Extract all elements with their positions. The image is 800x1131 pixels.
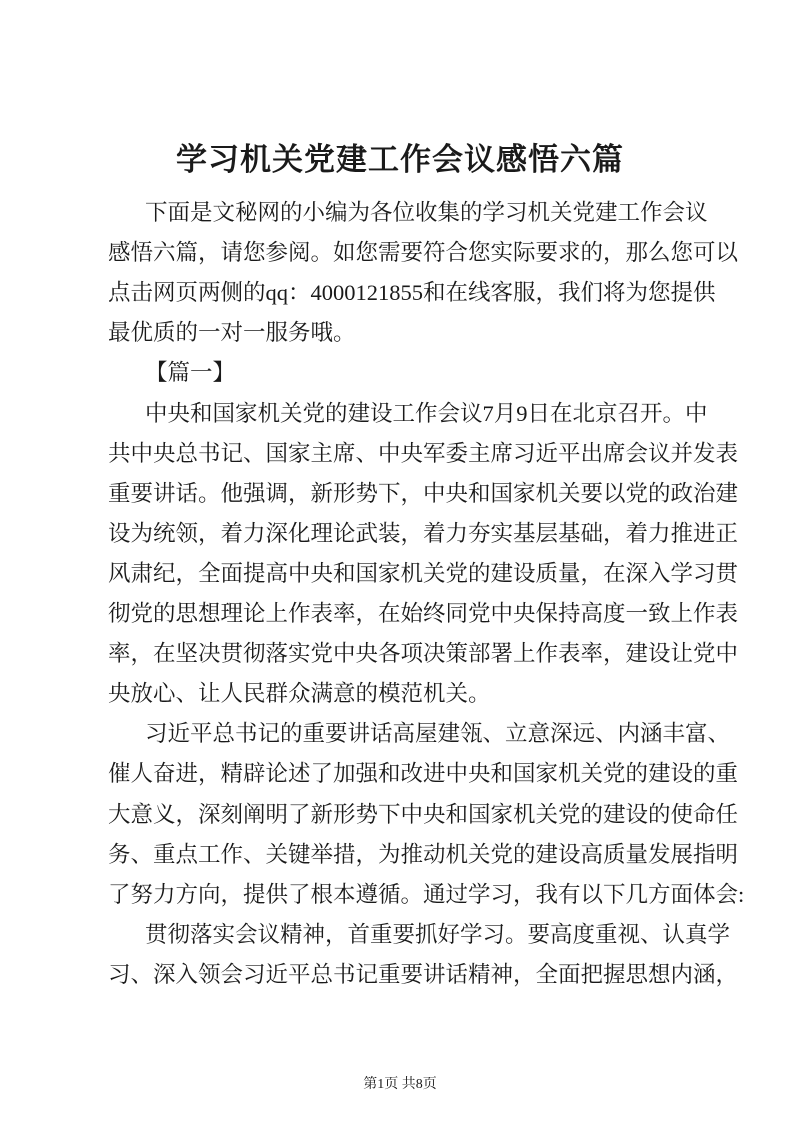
text-line: 催人奋进，精辟论述了加强和改进中央和国家机关党的建设的重 [108, 761, 739, 787]
text-line: 最优质的一对一服务哦。 [108, 320, 356, 346]
text-line: 务、重点工作、关键举措，为推动机关党的建设高质量发展指明 [108, 841, 739, 867]
text-line: 了努力方向，提供了根本遵循。通过学习，我有以下几方面体会: [108, 881, 745, 907]
text-line: 习、深入领会习近平总书记重要讲话精神，全面把握思想内涵， [108, 961, 739, 987]
text-line: 风肃纪，全面提高中央和国家机关党的建设质量，在深入学习贯 [108, 560, 739, 586]
text-line: 习近平总书记的重要讲话高屋建瓴、立意深远、内涵丰富、 [145, 721, 731, 747]
text-line: 设为统领，着力深化理论武装，着力夯实基层基础，着力推进正 [108, 520, 739, 546]
text-line: 央放心、让人民群众满意的模范机关。 [108, 681, 491, 707]
text-line: 重要讲话。他强调，新形势下，中央和国家机关要以党的政治建 [108, 480, 739, 506]
text-line: 率，在坚决贯彻落实党中央各项决策部署上作表率，建设让党中 [108, 641, 739, 667]
document-title: 学习机关党建工作会议感悟六篇 [176, 142, 624, 177]
page-footer: 第1页 共8页 [363, 1077, 437, 1092]
text-line: 点击网页两侧的qq：4000121855和在线客服，我们将为您提供 [108, 280, 716, 306]
text-line: 感悟六篇，请您参阅。如您需要符合您实际要求的，那么您可以 [108, 240, 739, 266]
text-line: 【篇一】 [145, 360, 236, 386]
text-line: 彻党的思想理论上作表率，在始终同党中央保持高度一致上作表 [108, 601, 739, 626]
text-line: 中央和国家机关党的建设工作会议7月9日在北京召开。中 [145, 400, 708, 426]
text-line: 共中央总书记、国家主席、中央军委主席习近平出席会议并发表 [108, 440, 739, 466]
text-line: 下面是文秘网的小编为各位收集的学习机关党建工作会议 [145, 200, 708, 225]
text-line: 贯彻落实会议精神，首重要抓好学习。要高度重视、认真学 [145, 921, 731, 947]
text-line: 大意义，深刻阐明了新形势下中央和国家机关党的建设的使命任 [108, 801, 739, 827]
